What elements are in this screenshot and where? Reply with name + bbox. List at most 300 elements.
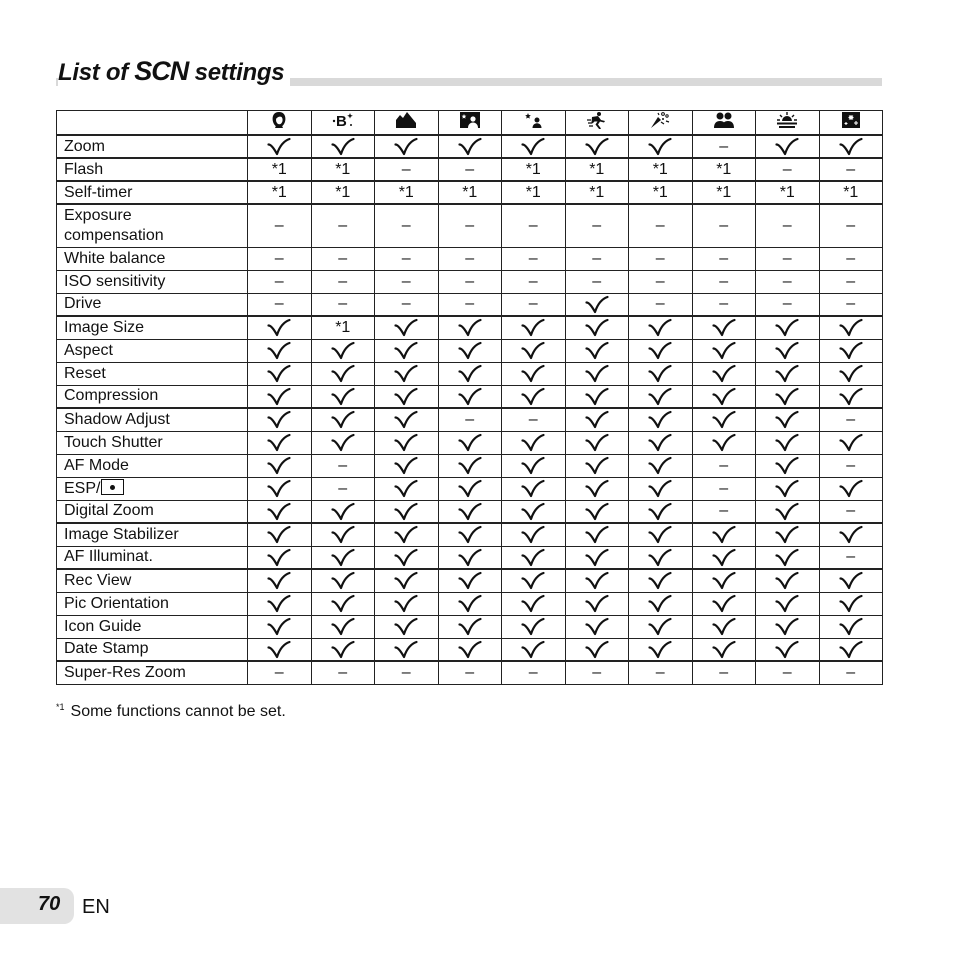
cell-value: – [274,249,284,267]
row-label-text: Super-Res Zoom [64,663,186,681]
header-mode-cell [819,111,883,136]
check-icon [248,479,311,498]
check-icon [375,594,438,613]
check-cell [502,615,566,638]
cell-value: *1 [335,318,351,336]
dash-cell [311,661,375,684]
check-cell [248,638,312,661]
check-cell [311,135,375,158]
check-cell [248,362,312,385]
check-icon [629,502,692,521]
row-label-text: Reset [64,364,106,382]
check-icon [820,137,883,156]
check-icon [312,548,375,567]
dash-cell [819,500,883,523]
night-scene-icon [522,111,544,134]
check-cell [375,477,439,500]
cell-value: – [846,295,856,313]
cell-value: – [465,663,475,681]
cell-value: – [719,479,729,497]
dash-cell [311,270,375,293]
dash-cell [565,204,629,247]
check-icon [566,410,629,429]
cell-value: – [846,502,856,520]
dash-cell [756,270,820,293]
check-cell [565,293,629,316]
check-cell [565,638,629,661]
dash-cell [819,293,883,316]
check-icon [312,571,375,590]
row-label-text: Date Stamp [64,640,149,658]
check-cell [375,385,439,408]
cell-value: – [274,216,284,234]
check-cell [565,592,629,615]
row-label-text: Icon Guide [64,617,142,635]
check-cell [629,592,693,615]
row-label-text: ISO sensitivity [64,272,166,290]
check-cell [375,431,439,454]
check-cell [756,316,820,339]
row-label-text: Image Stabilizer [64,525,179,543]
row-label [57,181,248,204]
table-row [57,204,883,247]
cell-value: *1 [525,160,541,178]
check-cell [502,638,566,661]
check-icon [248,594,311,613]
cell-value: – [338,216,348,234]
check-cell [819,638,883,661]
dash-cell [502,293,566,316]
fireworks-icon [841,111,861,134]
table-row [57,408,883,431]
header-mode-cell [438,111,502,136]
header-mode-cell [692,111,756,136]
cell-value: – [465,249,475,267]
check-icon [312,137,375,156]
check-cell [502,546,566,569]
cell-value: – [846,272,856,290]
check-cell [565,454,629,477]
note-cell [248,158,312,181]
cell-value: – [719,502,729,520]
table-row [57,431,883,454]
check-cell [756,135,820,158]
cell-value: *1 [335,160,351,178]
dash-cell [756,247,820,270]
row-label-text: ESP/ [64,480,101,497]
check-icon [502,318,565,337]
check-icon [820,640,883,659]
check-icon [375,456,438,475]
check-cell [375,339,439,362]
dash-cell [819,454,883,477]
table-row [57,247,883,270]
check-cell [375,523,439,546]
check-icon [629,640,692,659]
cell-value: *1 [716,160,732,178]
check-cell [692,339,756,362]
check-cell [311,362,375,385]
check-icon [502,433,565,452]
check-cell [311,615,375,638]
check-icon [756,318,819,337]
cell-value: – [338,663,348,681]
check-cell [375,638,439,661]
check-cell [502,385,566,408]
check-icon [312,364,375,383]
row-label-text: AF Illuminat. [64,548,153,566]
check-icon [629,456,692,475]
cell-value: – [274,295,284,313]
check-cell [565,385,629,408]
dash-cell [438,293,502,316]
check-icon [375,617,438,636]
check-cell [565,316,629,339]
landscape-icon [395,111,417,134]
dash-cell [756,158,820,181]
check-icon [693,433,756,452]
note-cell [565,158,629,181]
check-icon [439,433,502,452]
cell-value: – [719,663,729,681]
check-cell [692,362,756,385]
row-label [57,615,248,638]
check-icon [375,433,438,452]
check-cell [375,408,439,431]
header-blank-cell [57,111,248,136]
cell-value: – [719,216,729,234]
dash-cell [692,247,756,270]
check-cell [629,638,693,661]
cell-value: *1 [589,183,605,201]
check-cell [756,500,820,523]
check-icon [629,318,692,337]
check-icon [502,617,565,636]
svg-text:B: B [335,113,347,129]
cell-value: – [719,295,729,313]
cell-value: – [465,160,475,178]
check-icon [248,617,311,636]
dash-cell [248,270,312,293]
cell-value: – [592,272,602,290]
check-icon [820,479,883,498]
cell-value: *1 [271,160,287,178]
dash-cell [502,408,566,431]
dash-cell [692,661,756,684]
check-icon [502,479,565,498]
check-icon [375,341,438,360]
table-row [57,158,883,181]
check-icon [566,479,629,498]
check-icon [312,640,375,659]
footnote [56,702,286,721]
cell-value: – [655,663,665,681]
row-label [57,546,248,569]
table-row [57,638,883,661]
header-mode-cell [629,111,693,136]
check-cell [565,546,629,569]
check-cell [248,523,312,546]
note-cell [248,181,312,204]
dash-cell [629,247,693,270]
check-icon [756,502,819,521]
check-icon [439,594,502,613]
check-cell [502,431,566,454]
check-icon [629,617,692,636]
check-icon [566,525,629,544]
check-icon [629,525,692,544]
check-cell [311,523,375,546]
check-icon [312,525,375,544]
check-cell [692,592,756,615]
note-cell [756,181,820,204]
check-cell [502,477,566,500]
check-icon [439,341,502,360]
cell-value: – [782,160,792,178]
dash-cell [692,204,756,247]
check-icon [439,479,502,498]
check-icon [439,617,502,636]
check-cell [248,500,312,523]
check-cell [375,316,439,339]
check-cell [819,592,883,615]
check-cell [819,477,883,500]
row-label [57,661,248,684]
check-icon [312,341,375,360]
check-icon [502,364,565,383]
cell-value: – [528,249,538,267]
check-icon [566,640,629,659]
check-icon [375,410,438,429]
check-icon [693,364,756,383]
check-icon [439,548,502,567]
check-icon [756,594,819,613]
dash-cell [756,204,820,247]
portrait-icon [270,111,288,134]
check-cell [248,477,312,500]
row-label [57,316,248,339]
check-cell [819,362,883,385]
cell-value: – [401,272,411,290]
row-label-text: Rec View [64,571,132,589]
check-icon [756,341,819,360]
table-row [57,293,883,316]
check-icon [756,387,819,406]
cell-value: – [592,249,602,267]
dash-cell [692,270,756,293]
cell-value: – [528,272,538,290]
row-label [57,431,248,454]
check-icon [502,571,565,590]
check-cell [311,339,375,362]
check-icon [248,456,311,475]
cell-value: – [655,272,665,290]
note-cell [629,181,693,204]
row-label-text: White balance [64,249,166,267]
check-cell [756,523,820,546]
check-icon [248,387,311,406]
check-icon [820,364,883,383]
table-row [57,316,883,339]
check-cell [311,546,375,569]
check-icon [248,571,311,590]
note-cell [692,181,756,204]
check-icon [566,387,629,406]
dash-cell [438,204,502,247]
check-cell [438,615,502,638]
check-cell [756,454,820,477]
note-cell [438,181,502,204]
check-icon [566,502,629,521]
check-icon [248,137,311,156]
dash-cell [819,661,883,684]
dash-cell [248,247,312,270]
language-label: EN [82,896,110,918]
check-cell [248,339,312,362]
note-cell [502,181,566,204]
header-mode-cell [248,111,312,136]
dash-cell [502,204,566,247]
check-cell [565,615,629,638]
dash-cell [311,293,375,316]
cell-value: – [846,249,856,267]
check-icon [820,318,883,337]
row-label [57,293,248,316]
check-icon [248,433,311,452]
dash-cell [502,270,566,293]
check-icon [248,341,311,360]
check-icon [756,571,819,590]
check-icon [502,594,565,613]
check-cell [692,385,756,408]
check-cell [629,615,693,638]
check-icon [629,571,692,590]
cell-value: – [846,663,856,681]
check-icon [248,525,311,544]
dash-cell [375,158,439,181]
note-cell [819,181,883,204]
dash-cell [819,204,883,247]
check-cell [502,454,566,477]
check-cell [438,569,502,592]
table-row [57,523,883,546]
dash-cell [819,247,883,270]
dash-cell [692,477,756,500]
check-cell [502,339,566,362]
cell-value: – [338,456,348,474]
cell-value: – [401,216,411,234]
check-cell [438,385,502,408]
cell-value: – [846,548,856,566]
check-cell [248,385,312,408]
footnote-text: Some functions cannot be set. [70,703,286,720]
dash-cell [692,293,756,316]
check-icon [566,295,629,314]
check-cell [629,362,693,385]
table-row [57,454,883,477]
check-cell [692,431,756,454]
dash-cell [819,408,883,431]
row-label [57,204,248,247]
check-icon [629,479,692,498]
cell-value: – [846,410,856,428]
check-cell [565,362,629,385]
cell-value: – [528,663,538,681]
check-icon [756,617,819,636]
sunset-icon [776,111,798,134]
check-cell [248,408,312,431]
check-cell [692,408,756,431]
check-icon [693,341,756,360]
dash-cell [375,661,439,684]
check-icon [312,617,375,636]
cell-value: – [338,479,348,497]
check-icon [756,433,819,452]
check-icon [693,594,756,613]
check-icon [629,433,692,452]
dash-cell [692,454,756,477]
check-icon [375,502,438,521]
check-cell [629,477,693,500]
dash-cell [565,661,629,684]
row-label [57,523,248,546]
check-icon [756,364,819,383]
row-label-text: Shadow Adjust [64,410,170,428]
check-icon [629,410,692,429]
cell-value: – [846,456,856,474]
check-cell [565,431,629,454]
check-icon [375,525,438,544]
cell-value: – [846,216,856,234]
sport-icon [586,111,608,134]
check-cell [438,362,502,385]
cell-value: – [338,295,348,313]
check-icon [756,479,819,498]
check-icon [248,410,311,429]
dash-cell [438,661,502,684]
check-cell [756,546,820,569]
footnote-mark: *1 [56,702,65,712]
check-icon [756,410,819,429]
check-icon [375,387,438,406]
check-icon [502,548,565,567]
check-cell [248,431,312,454]
dash-cell [756,661,820,684]
cell-value: – [401,295,411,313]
check-icon [439,640,502,659]
check-icon [756,456,819,475]
check-cell [248,135,312,158]
note-cell [629,158,693,181]
check-cell [565,477,629,500]
page-title-block [56,56,882,88]
check-cell [565,339,629,362]
check-cell [311,431,375,454]
dash-cell [629,661,693,684]
check-cell [565,523,629,546]
row-label [57,569,248,592]
check-icon [820,594,883,613]
cell-value: – [465,216,475,234]
cell-value: – [846,160,856,178]
check-cell [756,431,820,454]
row-label-text: Compression [64,387,159,405]
dash-cell [375,204,439,247]
check-icon [756,525,819,544]
check-cell [438,431,502,454]
dash-cell [502,661,566,684]
check-cell [311,408,375,431]
